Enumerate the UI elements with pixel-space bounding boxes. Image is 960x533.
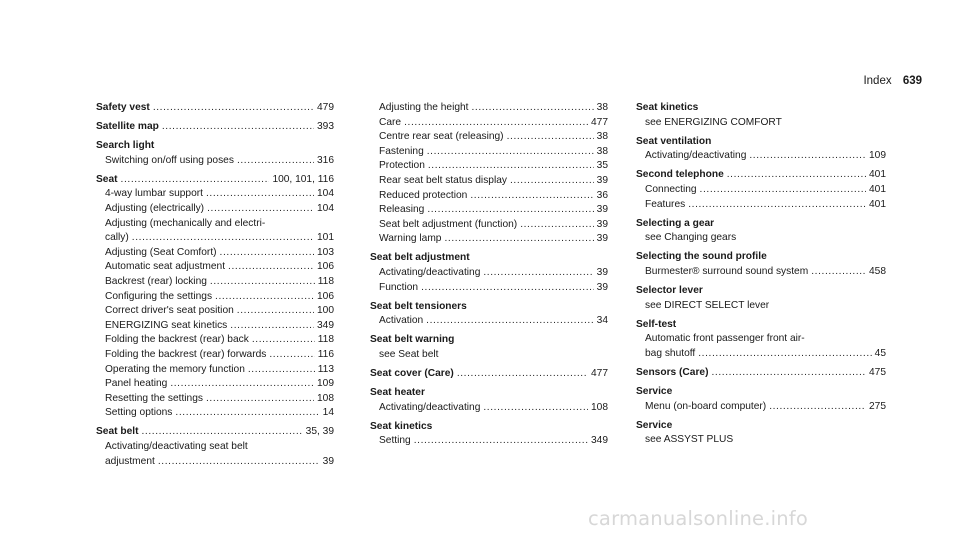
page-reference: 118 [317,276,334,288]
entry-subtext: see DIRECT SELECT lever [645,299,770,311]
entry-subtext: Rear seat belt status display [379,174,507,186]
leader-dots [510,174,594,189]
index-entry [636,385,886,414]
index-entry [370,300,608,329]
page-reference: 103 [317,246,334,258]
entry-subline [636,433,886,448]
entry-subline [96,290,334,305]
leader-dots [158,455,320,470]
entry-heading: Seat kinetics [370,420,433,432]
page-reference: 39 [596,233,608,245]
leader-dots [404,116,588,131]
page-reference: 113 [317,363,334,375]
entry-subline [96,440,334,455]
leader-dots [749,149,866,164]
entry-subtext: Protection [379,160,425,172]
entry-subtext: Configuring the settings [105,290,213,302]
entry-subline [636,265,886,280]
index-entry [370,367,608,382]
leader-dots [769,400,866,415]
entry-subtext: Care [379,116,402,128]
entry-subtext: see Seat belt [379,349,439,360]
entry-subtext: bag shutoff [645,347,696,359]
leader-dots [220,246,314,261]
page-reference: 39 [596,204,608,216]
entry-subline [370,203,608,218]
leader-dots [727,168,866,183]
entry-subtext: Seat belt adjustment (function) [379,218,518,230]
page-reference: 38 [596,145,608,157]
entry-subtext: Adjusting (Seat Comfort) [105,246,217,258]
entry-subline [96,202,334,217]
leader-dots [427,145,594,160]
page-reference: 116 [317,349,334,360]
leader-dots [472,101,594,116]
entry-subtext: Resetting the settings [105,392,203,404]
index-entry [636,284,886,313]
index-entry [370,251,608,295]
entry-heading: Safety vest [96,102,150,113]
entry-heading: Seat belt warning [370,334,455,346]
index-entry [96,120,334,135]
index-column-2 [370,101,608,454]
entry-subtext: Releasing [379,204,425,216]
entry-heading: Service [636,419,673,431]
entry-subline [636,231,886,246]
index-entry [636,101,886,130]
entry-subtext: Backrest (rear) locking [105,276,207,288]
entry-heading: Selecting the sound profile [636,251,767,263]
leader-dots [230,319,314,334]
entry-subline [370,130,608,145]
entry-subtext: Panel heating [105,378,168,390]
entry-subline [96,319,334,334]
leader-dots [811,265,866,280]
page-reference: 316 [317,154,334,166]
entry-subline [96,217,334,232]
leader-dots [520,218,593,233]
leader-dots [507,130,594,145]
entry-heading: Seat [96,173,118,185]
leader-dots [228,260,314,275]
entry-subline [370,401,608,416]
leader-dots [457,367,588,382]
page-reference: 349 [317,319,334,331]
entry-heading-line [370,251,608,266]
leader-dots [698,347,871,362]
leader-dots [252,333,315,348]
entry-subline [370,232,608,247]
entry-subline [96,304,334,319]
entry-subtext: Activating/deactivating seat belt [105,441,248,453]
entry-heading-line [636,419,886,434]
page-reference: 401 [869,198,886,210]
page-reference: 35, 39 [305,426,334,438]
page-number: 639 [902,75,922,87]
entry-subtext: Adjusting the height [379,102,469,113]
entry-subline [636,116,886,131]
entry-subline [96,377,334,392]
leader-dots [483,401,588,416]
entry-heading: Seat belt adjustment [370,252,470,264]
leader-dots [132,231,314,246]
page-reference: 39 [596,267,608,279]
entry-heading: Service [636,386,673,398]
page-reference: 104 [317,203,334,215]
entry-heading: Selecting a gear [636,217,715,229]
entry-subtext: Automatic seat adjustment [105,261,226,273]
entry-subline [96,392,334,407]
entry-subline [96,348,334,363]
index-entry [370,333,608,362]
index-entry [636,366,886,381]
index-entry [636,168,886,212]
page-reference: 109 [317,378,334,390]
leader-dots [711,366,866,381]
entry-subline [96,455,334,470]
entry-subline [96,246,334,261]
entry-subtext: Operating the memory function [105,363,245,375]
page-reference: 479 [317,102,334,113]
entry-subline [370,434,608,449]
page-reference: 45 [874,347,886,359]
entry-subtext: Burmester® surround sound system [645,265,809,277]
leader-dots [215,290,314,305]
leader-dots [426,314,593,329]
entry-heading-line [636,217,886,232]
page-reference: 393 [317,121,334,133]
page-header [863,75,922,87]
entry-subline [636,183,886,198]
leader-dots [153,101,314,116]
page-reference: 349 [591,435,608,447]
entry-subline [636,299,886,314]
entry-subtext: see ASSYST PLUS [645,434,734,446]
index-entry [636,135,886,164]
entry-subtext: Connecting [645,183,697,195]
entry-subtext: adjustment [105,455,155,467]
entry-heading-line [636,318,886,333]
page-reference: 39 [322,455,334,467]
entry-heading: Selector lever [636,285,703,297]
entry-subline [636,149,886,164]
entry-subtext: Menu (on-board computer) [645,400,767,412]
entry-subline [636,332,886,347]
entry-subline [96,187,334,202]
leader-dots [483,266,593,281]
entry-heading: Satellite map [96,121,159,133]
section-label: Index [863,75,892,87]
page-reference: 100, 101, 116 [272,173,334,185]
entry-heading-line [96,425,334,440]
page-reference: 39 [596,174,608,186]
entry-subline [96,275,334,290]
entry-subtext: 4-way lumbar support [105,188,203,200]
entry-subline [96,231,334,246]
watermark: carmanualsonline.info [588,507,808,530]
entry-heading: Search light [96,140,155,152]
page-reference: 401 [869,183,886,195]
page-reference: 401 [869,169,886,181]
entry-heading: Seat cover (Care) [370,368,454,380]
index-entry [96,101,334,116]
entry-subtext: Setting [379,435,411,447]
entry-heading-line [370,300,608,315]
entry-subline [96,260,334,275]
entry-subline [370,101,608,116]
leader-dots [470,189,593,204]
entry-heading-line [636,135,886,150]
entry-subline [370,348,608,363]
leader-dots [414,434,588,449]
entry-subtext: Centre rear seat (releasing) [379,131,504,143]
entry-heading-line [96,173,334,188]
entry-subline [96,406,334,421]
leader-dots [427,203,593,218]
entry-subtext: ENERGIZING seat kinetics [105,319,228,331]
leader-dots [269,348,314,363]
entry-subtext: Reduced protection [379,189,468,201]
entry-subline [96,333,334,348]
index-column-3 [636,101,886,452]
entry-subtext: Fastening [379,145,424,157]
entry-heading: Seat belt tensioners [370,300,467,312]
page-reference: 36 [596,189,608,201]
index-entry [96,139,334,168]
entry-subline [370,174,608,189]
leader-dots [428,159,594,174]
entry-subline [96,154,334,169]
entry-subtext: Folding the backrest (rear) forwards [105,349,267,360]
page-reference: 109 [869,150,886,162]
entry-subline [370,159,608,174]
leader-dots [121,173,270,188]
index-entry [370,420,608,449]
index-entry [370,386,608,415]
page-reference: 275 [869,400,886,412]
entry-subtext: Warning lamp [379,233,442,245]
entry-subtext: Activating/deactivating [379,267,481,279]
page-reference: 101 [317,232,334,244]
leader-dots [237,304,314,319]
entry-subline [370,116,608,131]
leader-dots [700,183,866,198]
index-entry [636,217,886,246]
entry-heading-line [370,420,608,435]
page-reference: 14 [322,407,334,419]
leader-dots [206,392,314,407]
entry-subline [96,363,334,378]
page-reference: 106 [317,261,334,273]
page-reference: 35 [596,160,608,172]
index-entry [636,250,886,279]
entry-subtext: Folding the backrest (rear) back [105,334,249,346]
entry-subline [636,198,886,213]
page-reference: 34 [596,315,608,327]
page-reference: 106 [317,290,334,302]
entry-subtext: Automatic front passenger front air- [645,333,805,345]
leader-dots [688,198,866,213]
entry-subtext: Activating/deactivating [645,150,747,162]
index-entry [370,101,608,247]
index-column-1 [96,101,334,474]
entry-subtext: Activation [379,315,424,327]
entry-subline [636,400,886,415]
entry-subtext: Activating/deactivating [379,401,481,413]
entry-heading-line [96,139,334,154]
entry-subtext: Function [379,281,419,293]
index-entry [636,419,886,448]
entry-heading-line [96,101,334,116]
page-reference: 104 [317,188,334,200]
entry-heading-line [636,385,886,400]
entry-heading: Second telephone [636,169,724,181]
entry-subline [370,218,608,233]
leader-dots [248,363,315,378]
entry-subtext: see ENERGIZING COMFORT [645,116,782,128]
index-entry [96,173,334,421]
leader-dots [207,202,314,217]
page-reference: 39 [596,281,608,293]
entry-subline [370,314,608,329]
entry-subtext: see Changing gears [645,232,737,244]
leader-dots [170,377,314,392]
entry-heading: Seat heater [370,387,425,399]
entry-heading: Seat belt [96,426,139,438]
page-reference: 38 [596,102,608,113]
entry-subline [370,189,608,204]
leader-dots [206,187,314,202]
entry-heading-line [370,333,608,348]
entry-heading-line [636,366,886,381]
entry-subtext: Setting options [105,407,173,419]
entry-subline [370,266,608,281]
page-reference: 39 [596,218,608,230]
entry-subtext: Correct driver's seat position [105,305,234,317]
entry-heading: Seat ventilation [636,135,712,147]
page-reference: 475 [869,367,886,378]
entry-heading: Self-test [636,318,677,330]
index-entry [96,425,334,469]
entry-subline [370,145,608,160]
entry-subline [636,347,886,362]
index-entry [636,318,886,362]
entry-subtext: Adjusting (mechanically and electri- [105,217,266,229]
entry-subtext: cally) [105,232,129,244]
page-reference: 100 [317,305,334,317]
entry-heading-line [636,284,886,299]
page-reference: 118 [317,334,334,346]
entry-subtext: Features [645,198,686,210]
entry-heading-line [636,250,886,265]
page-reference: 477 [591,368,608,380]
leader-dots [162,120,314,135]
entry-heading: Seat kinetics [636,102,699,113]
page-reference: 108 [317,392,334,404]
leader-dots [175,406,319,421]
page-reference: 38 [596,131,608,143]
leader-dots [444,232,593,247]
leader-dots [421,281,594,296]
entry-heading-line [636,101,886,116]
entry-heading: Sensors (Care) [636,367,709,378]
entry-heading-line [636,168,886,183]
entry-heading-line [370,386,608,401]
leader-dots [141,425,302,440]
entry-subtext: Adjusting (electrically) [105,203,205,215]
entry-subtext: Switching on/off using poses [105,154,234,166]
page-reference: 458 [869,265,886,277]
entry-heading-line [370,367,608,382]
leader-dots [237,154,314,169]
page-reference: 108 [591,401,608,413]
entry-heading-line [96,120,334,135]
leader-dots [210,275,315,290]
page-reference: 477 [591,116,608,128]
entry-subline [370,281,608,296]
